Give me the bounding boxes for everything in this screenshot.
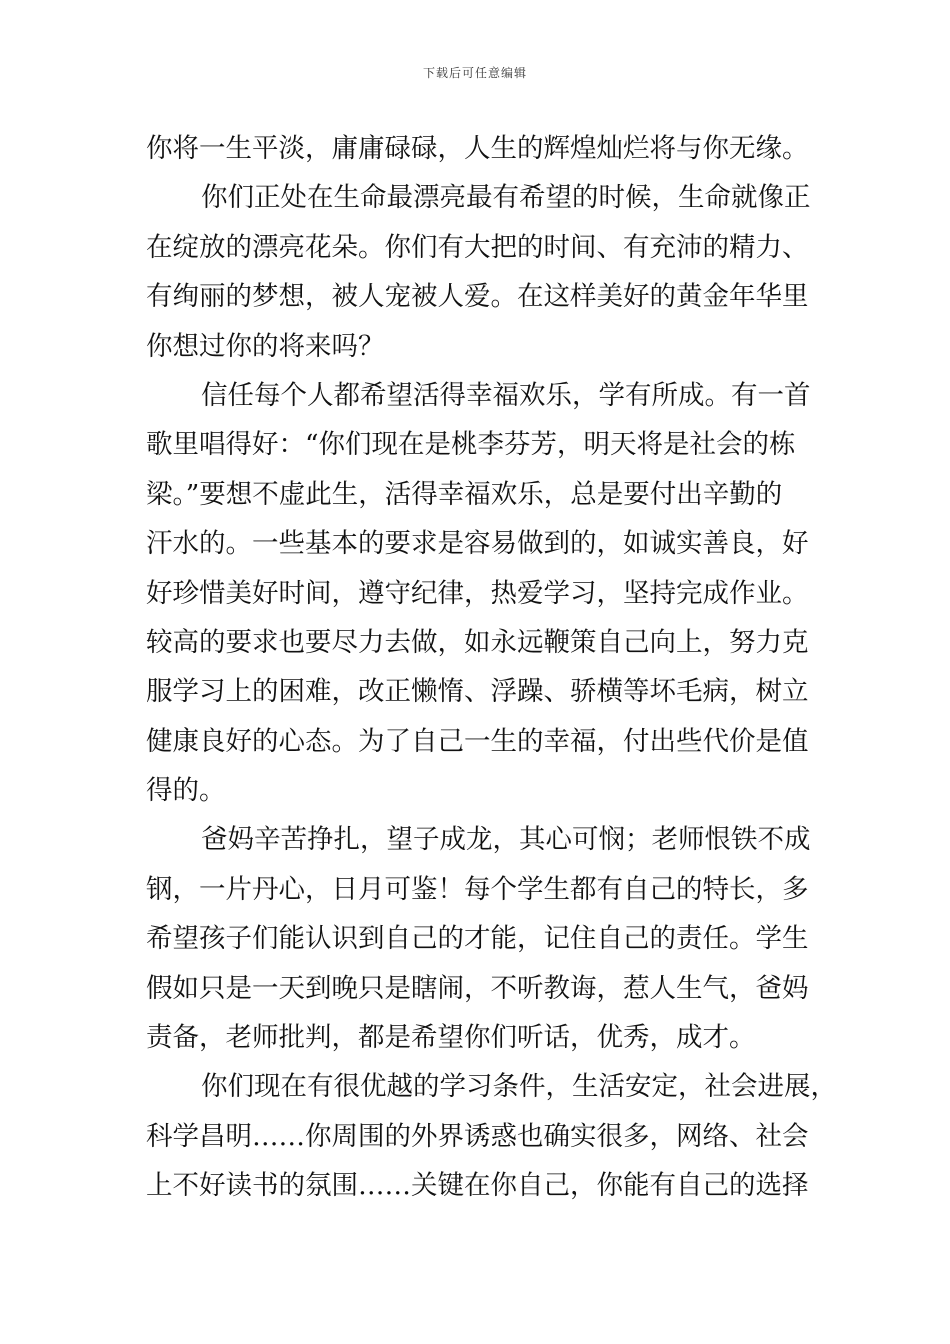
text-line: 服学习上的困难，改正懒惰、浮躁、骄横等坏毛病，树立 bbox=[146, 676, 809, 708]
text-line: 科学昌明……你周围的外界诱惑也确实很多，网络、社会 bbox=[146, 1120, 809, 1152]
paragraph-start-line: 你们现在有很优越的学习条件，生活安定，社会进展， bbox=[201, 1071, 837, 1103]
text-line: 健康良好的心态。为了自己一生的幸福，付出些代价是值 bbox=[146, 725, 809, 757]
text-line: 有绚丽的梦想，被人宠被人爱。在这样美好的黄金年华里 bbox=[146, 281, 809, 313]
text-line: 在绽放的漂亮花朵。你们有大把的时间、有充沛的精力、 bbox=[146, 231, 809, 263]
text-line: 梁。”要想不虚此生，活得幸福欢乐，总是要付出辛勤的 bbox=[146, 478, 783, 510]
text-line: 假如只是一天到晚只是瞎闹，不听教诲，惹人生气，爸妈 bbox=[146, 972, 809, 1004]
paragraph-start-line: 爸妈辛苦挣扎，望子成龙，其心可悯；老师恨铁不成 bbox=[201, 824, 811, 856]
text-line: 歌里唱得好：“你们现在是桃李芬芳，明天将是社会的栋 bbox=[146, 429, 796, 461]
text-line: 较高的要求也要尽力去做，如永远鞭策自己向上，努力克 bbox=[146, 626, 809, 658]
text-line: 你将一生平淡，庸庸碌碌，人生的辉煌灿烂将与你无缘。 bbox=[146, 133, 809, 164]
text-line: 钢，一片丹心，日月可鉴！每个学生都有自己的特长，多 bbox=[146, 873, 809, 905]
document-body bbox=[146, 124, 837, 1211]
text-line: 上不好读书的氛围……关键在你自己，你能有自己的选择 bbox=[146, 1170, 809, 1202]
text-line: 好珍惜美好时间，遵守纪律，热爱学习，坚持完成作业。 bbox=[146, 577, 809, 609]
text-line: 得的。 bbox=[146, 775, 226, 807]
paragraph-start-line: 你们正处在生命最漂亮最有希望的时候，生命就像正 bbox=[201, 182, 811, 214]
text-line: 希望孩子们能认识到自己的才能，记住自己的责任。学生 bbox=[146, 923, 809, 955]
text-line: 责备，老师批判，都是希望你们听话，优秀，成才。 bbox=[146, 1022, 756, 1054]
page-header: 下载后可任意编辑 bbox=[422, 66, 527, 80]
text-line: 汗水的。一些基本的要求是容易做到的，如诚实善良，好 bbox=[146, 528, 809, 560]
text-line: 你想过你的将来吗？ bbox=[146, 330, 385, 362]
paragraph-start-line: 信任每个人都希望活得幸福欢乐，学有所成。有一首 bbox=[201, 379, 811, 411]
